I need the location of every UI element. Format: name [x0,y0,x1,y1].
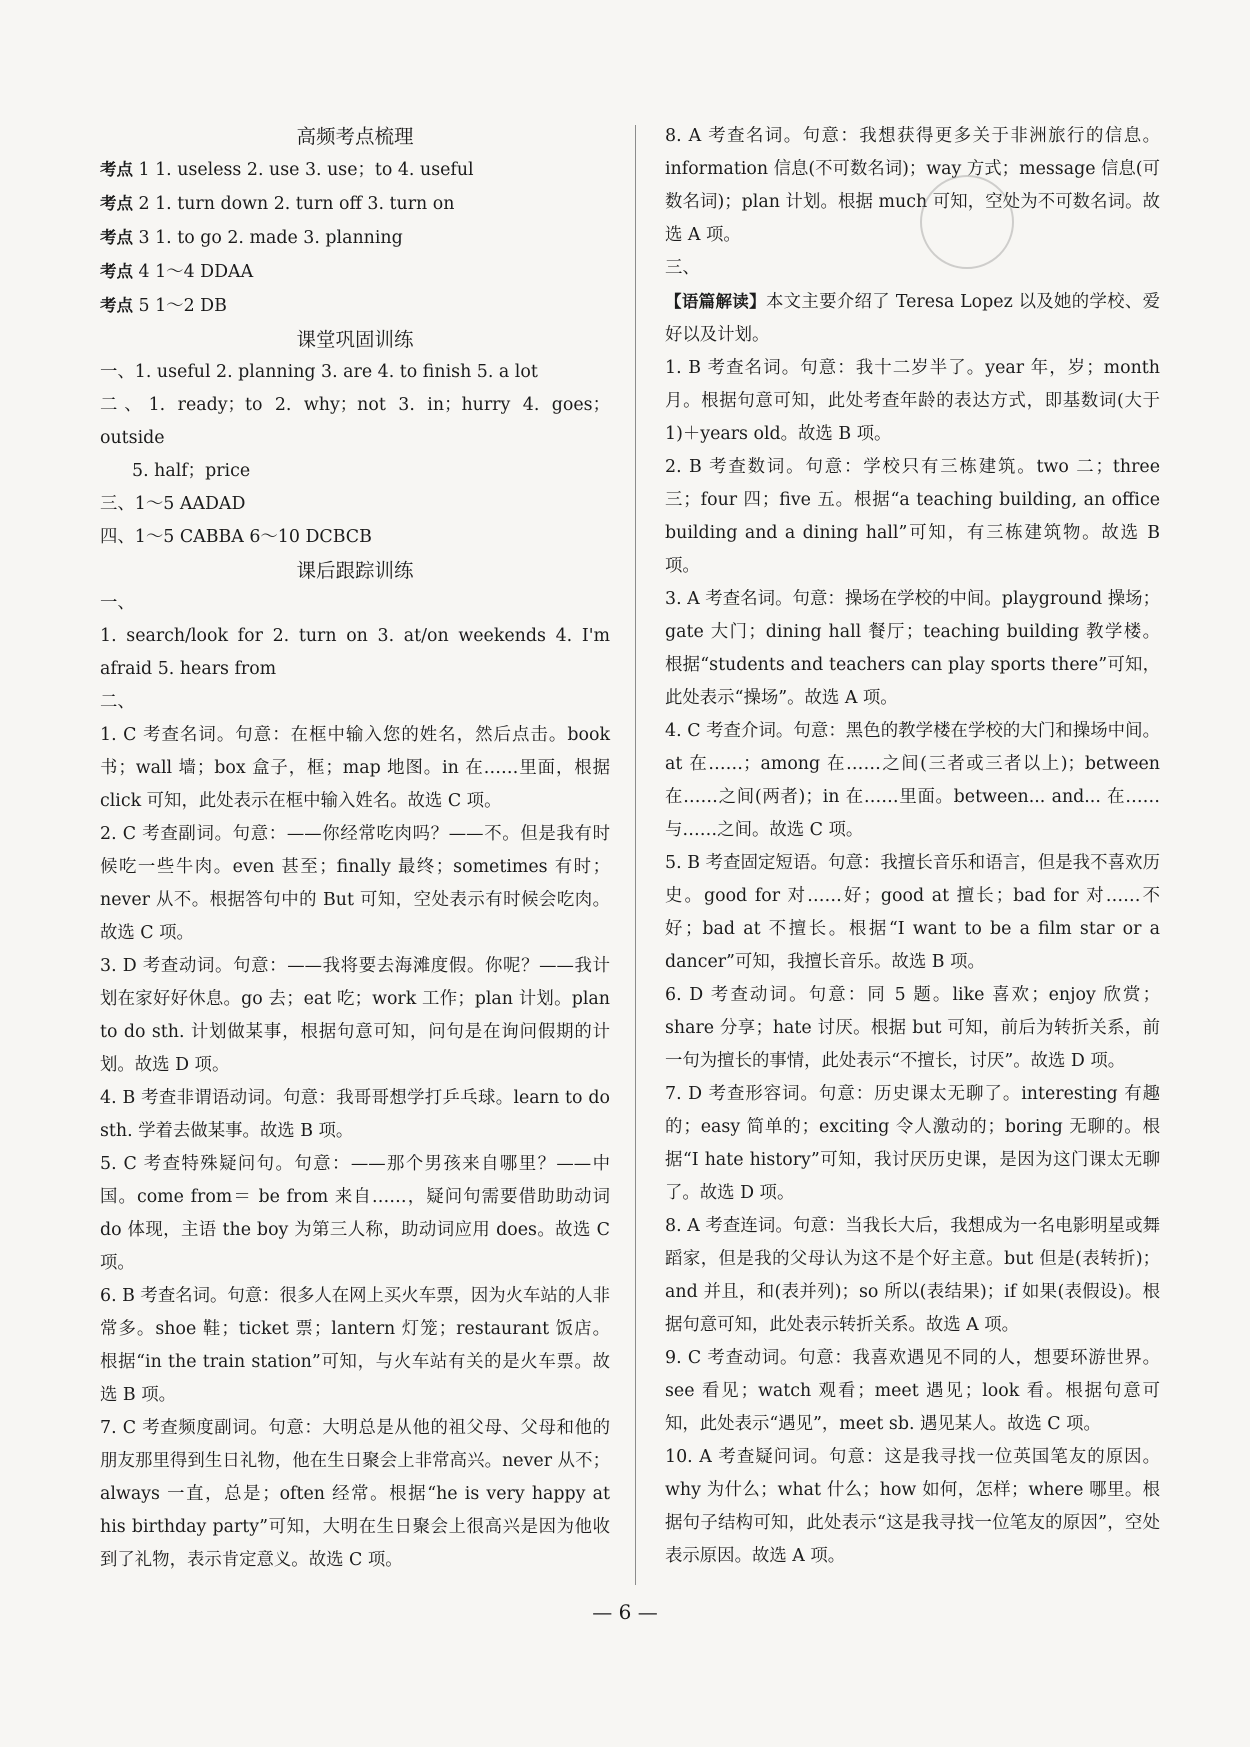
line-text: 1 1. useless 2. use 3. use；to 4. useful [133,160,474,180]
kaodian-line [100,153,610,187]
answer-paragraph: 7. C 考查频度副词。句意：大明总是从他的祖父母、父母和他的朋友那里得到生日礼物，他在生日聚会上非常高兴。never 从不；always 一直，总是；often 经常。根据“he is very happy at his birthday party”可知，大明在生日聚会上很高兴是因为他收到了礼物，表示肯定意义。故选 C 项。 [100,1418,610,1570]
bold-label: 考点 [100,194,133,213]
answer-paragraph: 6. B 考查名词。句意：很多人在网上买火车票，因为火车站的人非常多。shoe 鞋；ticket 票；lantern 灯笼；restaurant 饭店。根据“in the train station”可知，与火车站有关的是火车票。故选 B 项。 [100,1286,610,1405]
line-text: 3 1. to go 2. made 3. planning [133,228,403,248]
answer-paragraph: 1. C 考查名词。句意：在框中输入您的姓名，然后点击。book 书；wall 墙；box 盒子，框；map 地图。in 在……里面，根据 click 可知，此处表示在框中输入姓名。故选 C 项。 [100,725,610,811]
publisher-seal [920,175,1014,269]
bold-label: 考点 [100,228,133,247]
answer-paragraph: 一、 [100,593,135,613]
answer-paragraph: 6. D 考查动词。句意：同 5 题。like 喜欢；enjoy 欣赏；share 分享；hate 讨厌。根据 but 可知，前后为转折关系，前一句为擅长的事情，此处表示“不擅长，讨厌”。故选 D 项。 [665,985,1160,1071]
section-heading: 课堂巩固训练 [296,328,414,351]
column-divider [635,125,636,1585]
answer-paragraph: 3. D 考查动词。句意：——我将要去海滩度假。你呢？——我计划在家好好休息。go 去；eat 吃；work 工作；plan 计划。plan to do sth. 计划做某事，根据句意可知，问句是在询问假期的计划。故选 D 项。 [100,956,610,1075]
answer-paragraph: 1. search/look for 2. turn on 3. at/on weekends 4. I'm afraid 5. hears from [100,626,610,679]
answer-paragraph: 2. B 考查数词。句意：学校只有三栋建筑。two 二；three 三；four 四；five 五。根据“a teaching building, an office building and a dining hall”可知，有三栋建筑物。故选 B 项。 [665,457,1160,576]
answer-paragraph: 8. A 考查名词。句意：我想获得更多关于非洲旅行的信息。information 信息(不可数名词)；way 方式；message 信息(可数名词)；plan 计划。根据 much 可知，空处为不可数名词。故选 A 项。 [665,126,1160,245]
answer-paragraph: 7. D 考查形容词。句意：历史课太无聊了。interesting 有趣的；easy 简单的；exciting 令人激动的；boring 无聊的。根据“I hate history”可知，我讨厌历史课，是因为这门课太无聊了。故选 D 项。 [665,1084,1160,1203]
answer-paragraph: 一、1. useful 2. planning 3. are 4. to finish 5. a lot [100,362,538,382]
kaodian-line [100,221,610,255]
section-heading: 课后跟踪训练 [296,559,414,582]
kaodian-line [100,255,610,289]
answer-paragraph: 3. A 考查名词。句意：操场在学校的中间。playground 操场；gate 大门；dining hall 餐厅；teaching building 教学楼。根据“students and teachers can play sports there”可知，此处表示“操场”。故选 A 项。 [665,589,1160,708]
bold-label: 考点 [100,262,133,281]
answer-paragraph: 三、1～5 AADAD [100,494,246,514]
bold-label: 考点 [100,160,133,179]
line-text: 4 1～4 DDAA [133,262,254,282]
answer-paragraph: 二、1. ready；to 2. why；not 3. in；hurry 4. goes；outside [100,395,610,448]
line-text: 本文主要介绍了 Teresa Lopez 以及她的学校、爱好以及计划。 [665,292,1161,345]
answer-paragraph: 8. A 考查连词。句意：当我长大后，我想成为一名电影明星或舞蹈家，但是我的父母认为这不是个好主意。but 但是(表转折)；and 并且，和(表并列)；so 所以(表结果)；if 如果(表假设)。根据句意可知，此处表示转折关系。故选 A 项。 [665,1216,1160,1335]
left-column [100,120,610,1577]
bold-label: 【语篇解读】 [665,292,766,311]
answer-paragraph: 四、1～5 CABBA 6～10 DCBCB [100,527,372,547]
answer-paragraph: 9. C 考查动词。句意：我喜欢遇见不同的人，想要环游世界。see 看见；watch 观看；meet 遇见；look 看。根据句意可知，此处表示“遇见”，meet sb. 遇见某人。故选 C 项。 [665,1348,1160,1434]
answer-paragraph: 三、 [665,258,700,278]
answer-paragraph: 4. C 考查介词。句意：黑色的教学楼在学校的大门和操场中间。at 在……；among 在……之间(三者或三者以上)；between 在……之间(两者)；in 在……里面。between... and... 在……与……之间。故选 C 项。 [665,721,1160,840]
answer-paragraph: 5. B 考查固定短语。句意：我擅长音乐和语言，但是我不喜欢历史。good for 对……好；good at 擅长；bad for 对……不好；bad at 不擅长。根据“I want to be a film star or a dancer”可知，我擅长音乐。故选 B 项。 [665,853,1160,972]
answer-paragraph: 2. C 考查副词。句意：——你经常吃肉吗？——不。但是我有时候吃一些牛肉。even 甚至；finally 最终；sometimes 有时；never 从不。根据答句中的 But 可知，空处表示有时候会吃肉。故选 C 项。 [100,824,610,943]
bold-label: 考点 [100,296,133,315]
line-text: 5 1～2 DB [133,296,227,316]
page-number: — 6 — [592,1600,658,1624]
answer-paragraph: 4. B 考查非谓语动词。句意：我哥哥想学打乒乓球。learn to do sth. 学着去做某事。故选 B 项。 [100,1088,610,1141]
answer-paragraph: 5. half；price [132,461,251,481]
answer-paragraph: 5. C 考查特殊疑问句。句意：——那个男孩来自哪里？——中国。come from＝ be from 来自……，疑问句需要借助助动词 do 体现，主语 the boy 为第三人称，助动词应用 does。故选 C 项。 [100,1154,610,1273]
line-text: 2 1. turn down 2. turn off 3. turn on [133,194,455,214]
section-heading: 高频考点梳理 [296,125,414,148]
passage-summary [665,285,1160,352]
answer-paragraph: 10. A 考查疑问词。句意：这是我寻找一位英国笔友的原因。why 为什么；what 什么；how 如何，怎样；where 哪里。根据句子结构可知，此处表示“这是我寻找一位笔友的原因”，空处表示原因。故选 A 项。 [665,1447,1160,1566]
answer-paragraph: 二、 [100,692,135,712]
kaodian-line [100,187,610,221]
kaodian-line [100,289,610,323]
answer-paragraph: 1. B 考查名词。句意：我十二岁半了。year 年，岁；month 月。根据句意可知，此处考查年龄的表达方式，即基数词(大于 1)＋years old。故选 B 项。 [665,358,1160,444]
right-column [665,120,1160,1573]
